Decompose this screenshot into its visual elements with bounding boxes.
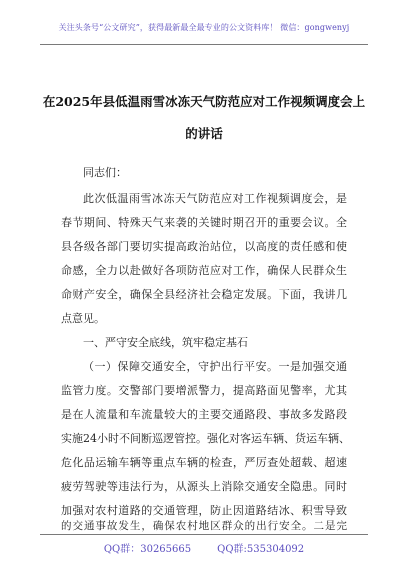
paragraph-line: 危化品运输车辆等重点车辆的检查，严厉查处超载、超速 — [61, 456, 347, 469]
paragraph-line: 点意见。 — [61, 312, 105, 325]
paragraph-line: 疲劳驾驶等违法行为，从源头上消除交通安全隐患。同时 — [61, 480, 347, 493]
paragraph-line: 此次低温雨雪冰冻天气防范应对工作视频调度会，是 — [83, 192, 347, 205]
salutation: 同志们： — [83, 166, 127, 179]
paragraph-line: （一）保障交通安全，守护出行平安。一是加强交通 — [83, 360, 347, 373]
qq-group-1: QQ群：30265665 — [103, 544, 192, 555]
document-title-line-2: 的讲话 — [185, 126, 223, 141]
paragraph-line: 加强对农村道路的交通管理，防止因道路结冰、积雪导致 — [61, 504, 347, 517]
paragraph-line: 命感，全力以赴做好各项防范应对工作，确保人民群众生 — [61, 264, 347, 277]
promo-banner: 关注头条号“公文研究”，获得最新最全最专业的公文资料库！ 微信：gongwenyj — [58, 23, 350, 32]
paragraph-line: 命财产安全，确保全县经济社会稳定发展。下面，我讲几 — [61, 288, 347, 301]
paragraph-line: 实施24小时不间断巡逻管控。强化对客运车辆、货运车辆、 — [61, 432, 350, 445]
paragraph-line: 县各级各部门要切实提高政治站位，以高度的责任感和使 — [61, 240, 347, 253]
footer-divider — [40, 534, 368, 535]
paragraph-line: 的交通事故发生，确保农村地区群众的出行安全。二是完 — [61, 520, 347, 532]
document-title-line-1: 在2025年县低温雨雪冰冻天气防范应对工作视频调度会上 — [42, 94, 366, 109]
header-divider — [40, 44, 368, 45]
qq-group-2: QQ群:535304092 — [217, 544, 305, 555]
section-heading: 一、严守安全底线，筑牢稳定基石 — [83, 336, 248, 349]
footer-contact — [0, 540, 408, 555]
paragraph-line: 春节期间、特殊天气来袭的关键时期召开的重要会议。全 — [61, 216, 347, 229]
paragraph-line: 监管力度。交警部门要增派警力，提高路面见警率，尤其 — [61, 384, 347, 397]
paragraph-line: 是在人流量和车流量较大的主要交通路段、事故多发路段 — [61, 408, 347, 421]
